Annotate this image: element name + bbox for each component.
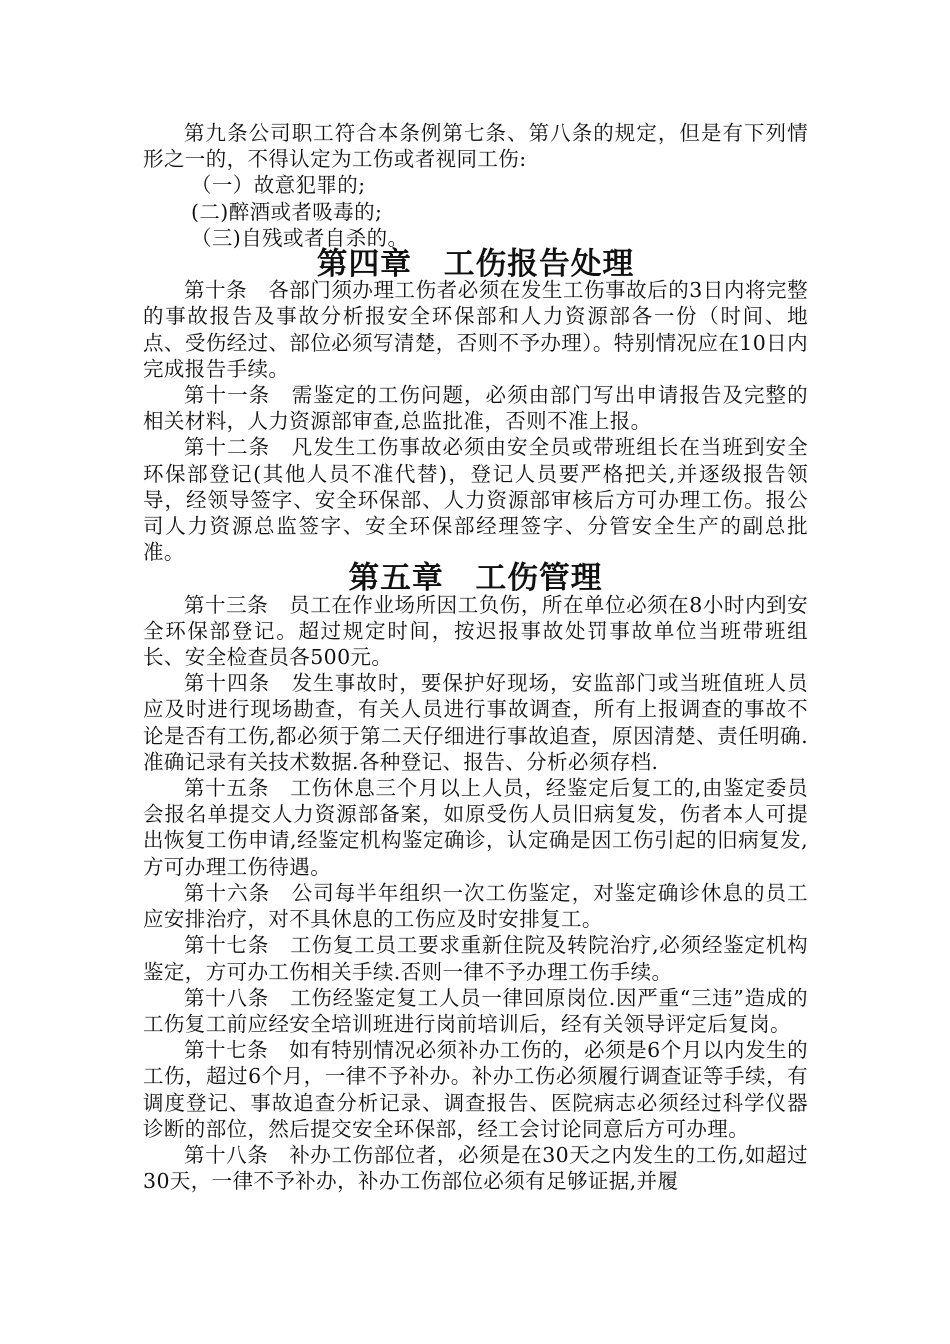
- article-11: 第十一条 需鉴定的工伤问题，必须由部门写出申请报告及完整的相关材料，人力资源部审查,总监批准，否则不准上报。: [143, 383, 808, 434]
- article-16: 第十六条 公司每半年组织一次工伤鉴定，对鉴定确诊休息的员工应安排治疗，对不具休息的工伤应及时安排复工。: [143, 880, 808, 932]
- article-10: 第十条 各部门须办理工伤者必须在发生工伤事故后的3日内将完整的事故报告及事故分析报安全环保部和人力资源部各一份（时间、地点、受伤经过、部位必须写清楚，否则不予办理）。特别情况应在10日内完成报告手续。: [143, 278, 808, 381]
- article-15: 第十五条 工伤休息三个月以上人员，经鉴定后复工的,由鉴定委员会报名单提交人力资源部备案，如原受伤人员旧病复发，伤者本人可提出恢复工伤申请,经鉴定机构鉴定确诊，认定确是因工伤引起的旧病复发,方可办理工伤待遇。: [143, 776, 808, 879]
- chapter-5-heading: 第五章 工伤管理: [348, 560, 603, 597]
- article-17-second: 第十七条 如有特别情况必须补办工伤的，必须是6个月以内发生的工伤，超过6个月，一律不予补办。补办工伤必须履行调查证等手续，有调度登记、事故追查分析记录、调查报告、医院病志必须经过科学仪器诊断的部位，然后提交安全环保部，经工会讨论同意后方可办理。: [143, 1038, 808, 1141]
- article-14: 第十四条 发生事故时，要保护好现场，安监部门或当班值班人员应及时进行现场勘查，有关人员进行事故调查，所有上报调查的事故不论是否有工伤,都必须于第二天仔细进行事故追查，原因清楚、责任明确.准确记录有关技术数据.各种登记、报告、分析必须存档.: [143, 671, 808, 774]
- article-18-second: 第十八条 补办工伤部位者，必须是在30天之内发生的工伤,如超过30天，一律不予补办，补办工伤部位必须有足够证据,并履: [143, 1142, 808, 1194]
- document-body: [143, 120, 808, 1194]
- article-18-first: 第十八条 工伤经鉴定复工人员一律回原岗位.因严重“三违”造成的工伤复工前应经安全培训班进行岗前培训后，经有关领导评定后复岗。: [143, 985, 808, 1036]
- article-9-item-3: （三)自残或者自杀的。: [191, 225, 409, 250]
- article-9: 第九条公司职工符合本条例第七条、第八条的规定，但是有下列情形之一的，不得认定为工伤或者视同工伤:: [143, 121, 808, 172]
- article-13: 第十三条 员工在作业场所因工负伤，所在单位必须在8小时内到安全环保部登记。超过规定时间，按迟报事故处罚事故单位当班带班组长、安全检查员各500元。: [143, 592, 808, 670]
- article-9-item-2: (二)醉酒或者吸毒的;: [191, 199, 383, 224]
- article-12: 第十二条 凡发生工伤事故必须由安全员或带班组长在当班到安全环保部登记(其他人员不准代替)，登记人员要严格把关,并逐级报告领导，经领导签字、安全环保部、人力资源部审核后方可办理工伤。报公司人力资源总监签字、安全环保部经理签字、分管安全生产的副总批准。: [143, 435, 808, 565]
- article-17-first: 第十七条 工伤复工员工要求重新住院及转院治疗,必须经鉴定机构鉴定，方可办工伤相关手续.否则一律不予办理工伤手续。: [143, 933, 808, 984]
- article-9-item-1: （一）故意犯罪的;: [191, 173, 366, 198]
- chapter-4-heading: 第四章 工伤报告处理: [316, 246, 635, 283]
